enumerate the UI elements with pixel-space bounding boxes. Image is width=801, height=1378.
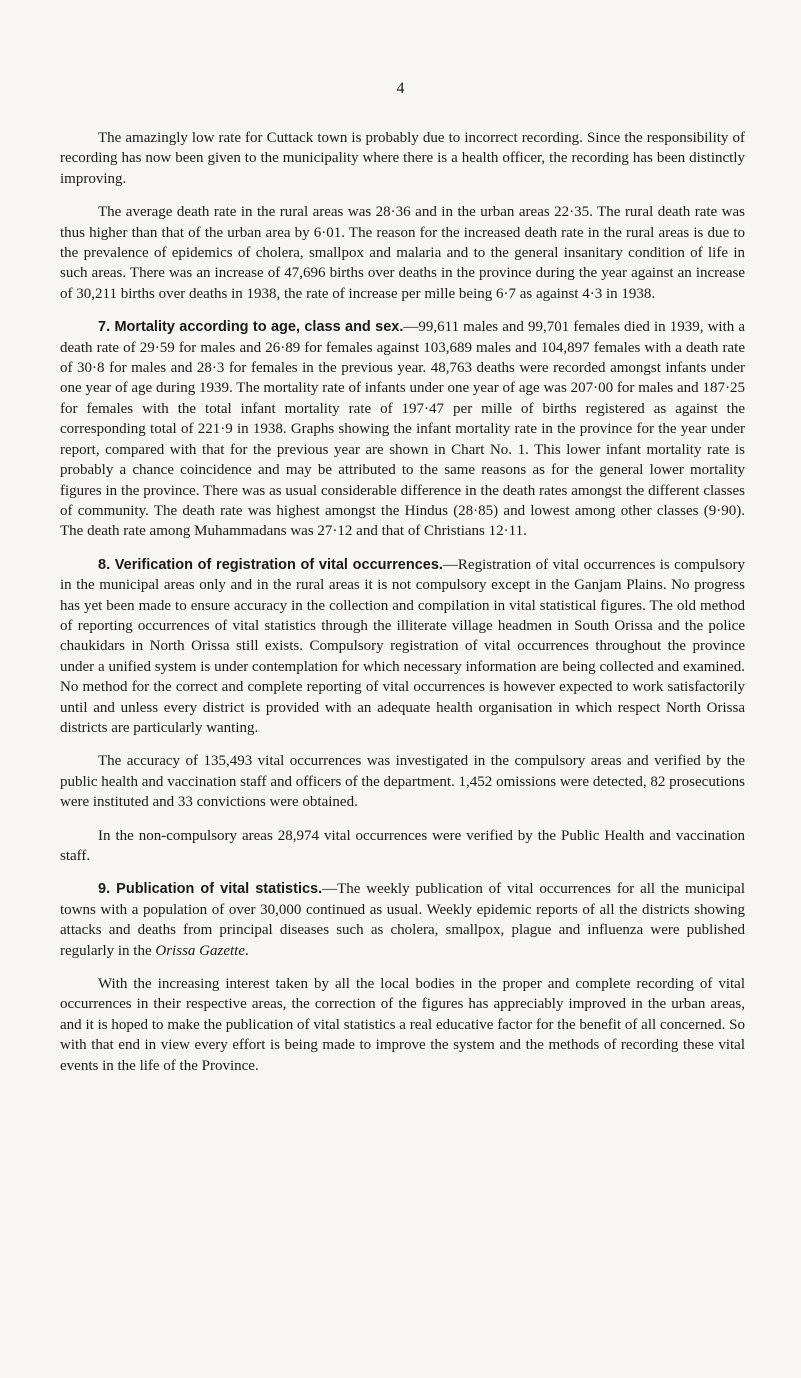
document-body: [60, 128, 745, 1089]
paragraph-rural-urban: The average death rate in the rural areas was 28·36 and in the urban areas 22·35. The rural death rate was thus higher than that of the urban area by 6·01. The reason for the increased death rate in the rural areas is due to the prevalence of epidemics of cholera, smallpox and malaria and to the general insanitary condition of life in such areas. There was an increase of 47,696 births over deaths in the province during the year against an increase of 30,211 births over deaths in 1938, the rate of increase per mille being 6·7 as against 4·3 in 1938.: [60, 204, 745, 302]
paragraph-accuracy: The accuracy of 135,493 vital occurrences was investigated in the compulsory areas and verified by the public health and vaccination staff and officers of the department. 1,452 omissions were detected, 82 prosecutions were instituted and 33 convictions were obtained.: [60, 753, 745, 811]
paragraph-mortality: [60, 317, 745, 541]
paragraph-publication: [60, 879, 745, 961]
paragraph-cuttack: The amazingly low rate for Cuttack town is probably due to incorrect recording. Since the responsibility of recording has now been given to the municipality where there is a health officer, the recording has been distinctly improving.: [60, 130, 745, 187]
paragraph-verification: [60, 555, 745, 739]
section-text-verification: —Registration of vital occurrences is compulsory in the municipal areas only and in the rural areas it is not compulsory except in the Ganjam Plains. No progress has yet been made to ensure accuracy in the collection and compilation in vital statistical figures. The old method of reporting occurrences of vital statistics through the illiterate village headmen in South Orissa and the police chaukidars in North Orissa still exists. Compulsory registration of vital occurrences throughout the province under a unified system is under contemplation for which necessary information are being collected and examined. No method for the correct and complete reporting of vital occurrences is however expected to work satisfactorily until and unless every district is provided with an adequate health organisation in which respect North Orissa districts are particularly wanting.: [60, 556, 745, 736]
gazette-title: Orissa Gazette: [155, 942, 245, 959]
section-heading-mortality: 7. Mortality according to age, class and sex.: [98, 319, 404, 336]
paragraph-non-compulsory: In the non-compulsory areas 28,974 vital occurrences were verified by the Public Health and vaccination staff.: [60, 827, 745, 864]
section-text-mortality: —99,611 males and 99,701 females died in 1939, with a death rate of 29·59 for males and 26·89 for females against 103,689 males and 104,897 females with a death rate of 30·8 for males and 28·3 for females in the previous year. 48,763 deaths were recorded amongst infants under one year of age during 1939. The mortality rate of infants under one year of age was 207·00 for males and 187·25 for females with the total infant mortality rate of 197·47 per mille of births registered as against the corresponding total of 221·9 in 1938. Graphs showing the infant mortality rate in the province for the year under report, compared with that for the previous year are shown in Chart No. 1. This lower infant mortality rate is probably a chance coincidence and may be attributed to the same reasons as for the general lower mortality figures in the province. There was as usual considerable difference in the death rates amongst the different classes of community. The death rate was highest amongst the Hindus (28·85) and lowest among other classes (9·90). The death rate among Muhammadans was 27·12 and that of Christians 12·11.: [60, 319, 745, 540]
page-number: 4: [396, 80, 405, 97]
section-heading-publication: 9. Publication of vital statistics.: [98, 881, 323, 898]
paragraph-closing: With the increasing interest taken by all the local bodies in the proper and complete recording of vital occurrences in their respective areas, the correction of the figures has appreciably improved in the urban areas, and it is hoped to make the publication of vital statistics a real educative factor for the benefit of all concerned. So with that end in view every effort is being made to improve the system and the methods of recording these vital events in the life of the Province.: [60, 976, 745, 1074]
section-text-publication: —The weekly publication of vital occurrences for all the municipal towns with a population of over 30,000 continued as usual. Weekly epidemic reports of all the districts showing attacks and deaths from principal diseases such as cholera, smallpox, plague and influenza were published regularly in the: [60, 881, 745, 959]
section-text-publication-end: .: [244, 942, 249, 959]
section-heading-verification: 8. Verification of registration of vital occurrences.: [98, 556, 443, 573]
